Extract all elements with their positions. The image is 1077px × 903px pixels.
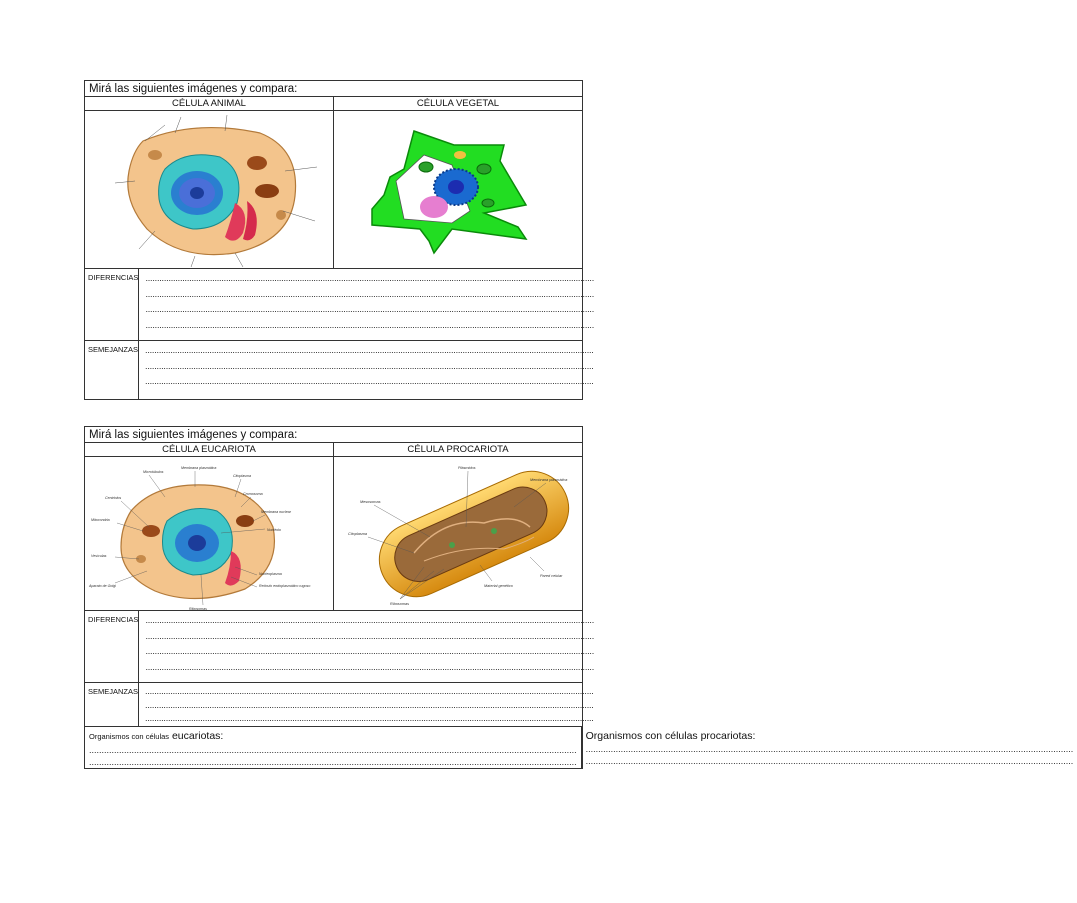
semejanzas-row [85, 341, 594, 399]
answer-line[interactable]: ................................................................................................................................................................................................... [145, 686, 594, 696]
answer-line[interactable]: ................................................................................................................................................................................................... [89, 745, 577, 755]
label-membrana-plasmatica: Membrana plasmática [181, 466, 217, 470]
answer-line[interactable]: ................................................................................................................................................................................................... [89, 757, 577, 767]
diferencias-answer-lines[interactable] [139, 611, 600, 682]
header-celula-procariota: CÉLULA PROCARIOTA [407, 444, 509, 455]
diferencias-row [85, 269, 595, 341]
answer-line[interactable]: ................................................................................................................................................................................................... [145, 345, 594, 355]
label-membrana-plasmatica: Membrana plasmática [530, 478, 568, 482]
table-title: Mirá las siguientes imágenes y compara: [85, 81, 582, 97]
label-reticulo: Retículo endoplasmático rugoso [259, 584, 311, 588]
answer-line[interactable]: ................................................................................................................................................................................................... [145, 288, 595, 299]
eukaryote-cell-image [85, 457, 334, 610]
table-title: Mirá las siguientes imágenes y compara: [85, 427, 582, 443]
plant-cell-image [334, 111, 584, 268]
answer-line[interactable]: ................................................................................................................................................................................................... [145, 273, 595, 283]
answer-line[interactable]: ................................................................................................................................................................................................... [145, 360, 594, 371]
organismos-prefix: Organismos con células [89, 732, 170, 741]
label-ribosomas: Ribosomas [189, 607, 207, 611]
semejanzas-row [85, 683, 594, 727]
label-nucleolo: Nucléolo [267, 528, 281, 532]
answer-line[interactable]: ................................................................................................................................................................................................... [585, 744, 1074, 754]
answer-line[interactable]: ................................................................................................................................................................................................... [145, 661, 595, 672]
image-row [85, 111, 582, 269]
answer-line[interactable]: ................................................................................................................................................................................................... [145, 699, 594, 710]
organismos-procariotas-label: Organismos con células procariotas: [585, 730, 756, 742]
label-material-genetico: Material genético [484, 584, 513, 588]
label-ribosomas: Ribosomas [390, 602, 409, 606]
semejanzas-label: SEMEJANZAS [85, 683, 139, 726]
answer-line[interactable]: ................................................................................................................................................................................................... [145, 304, 595, 314]
answer-line[interactable]: ................................................................................................................................................................................................... [585, 756, 1074, 766]
table-header [85, 443, 582, 457]
label-mitocondria: Mitocondria [91, 518, 110, 522]
answer-line[interactable]: ................................................................................................................................................................................................... [145, 713, 594, 723]
header-celula-animal: CÉLULA ANIMAL [85, 97, 334, 110]
header-celula-vegetal: CÉLULA VEGETAL [416, 98, 500, 109]
label-cromosoma: Cromosoma [243, 492, 263, 496]
label-pared-celular: Pared celular [540, 574, 563, 578]
diferencias-label: DIFERENCIAS [85, 611, 139, 682]
label-citoplasma: Citoplasma [233, 474, 251, 478]
semejanzas-label: SEMEJANZAS [85, 341, 139, 399]
prokaryote-cell-image [334, 457, 584, 610]
semejanzas-answer-lines[interactable] [139, 683, 600, 726]
answer-line[interactable]: ................................................................................................................................................................................................... [145, 376, 594, 386]
label-plasmidos: Plásmidos [458, 466, 476, 470]
answer-line[interactable]: ................................................................................................................................................................................................... [145, 646, 595, 656]
comparison-table-animal-vegetal [84, 80, 595, 400]
organismos-procariotas-cell [582, 727, 1077, 768]
label-vesiculas: Vesículas [91, 554, 107, 558]
label-citoplasma: Citoplasma [348, 532, 367, 536]
semejanzas-answer-lines[interactable] [139, 341, 600, 399]
label-centriolos: Centriolos [105, 496, 122, 500]
organismos-eucariotas-cell [85, 727, 582, 768]
diferencias-answer-lines[interactable] [139, 269, 600, 340]
animal-cell-image [85, 111, 334, 268]
label-mesosomas: Mesosomas [360, 500, 381, 504]
diferencias-row [85, 611, 595, 683]
answer-line[interactable]: ................................................................................................................................................................................................... [145, 319, 595, 330]
answer-line[interactable]: ................................................................................................................................................................................................... [145, 615, 595, 625]
image-row [85, 457, 582, 611]
organismos-eucariotas-label [89, 729, 577, 744]
label-microtubulos: Microtúbulos [143, 470, 164, 474]
header-celula-eucariota: CÉLULA EUCARIOTA [85, 443, 334, 456]
label-aparato-golgi: Aparato de Golgi [89, 584, 116, 588]
organismos-row [85, 727, 1074, 768]
label-membrana-nuclear: Membrana nuclear [261, 510, 291, 514]
comparison-table-eucariota-procariota [84, 426, 1074, 769]
table-header [85, 97, 582, 111]
organismos-eucariotas-word: eucariotas: [171, 730, 224, 742]
label-nucleoplasma: Nucleoplasma [259, 572, 282, 576]
answer-line[interactable]: ................................................................................................................................................................................................... [145, 630, 595, 641]
diferencias-label: DIFERENCIAS [85, 269, 139, 340]
